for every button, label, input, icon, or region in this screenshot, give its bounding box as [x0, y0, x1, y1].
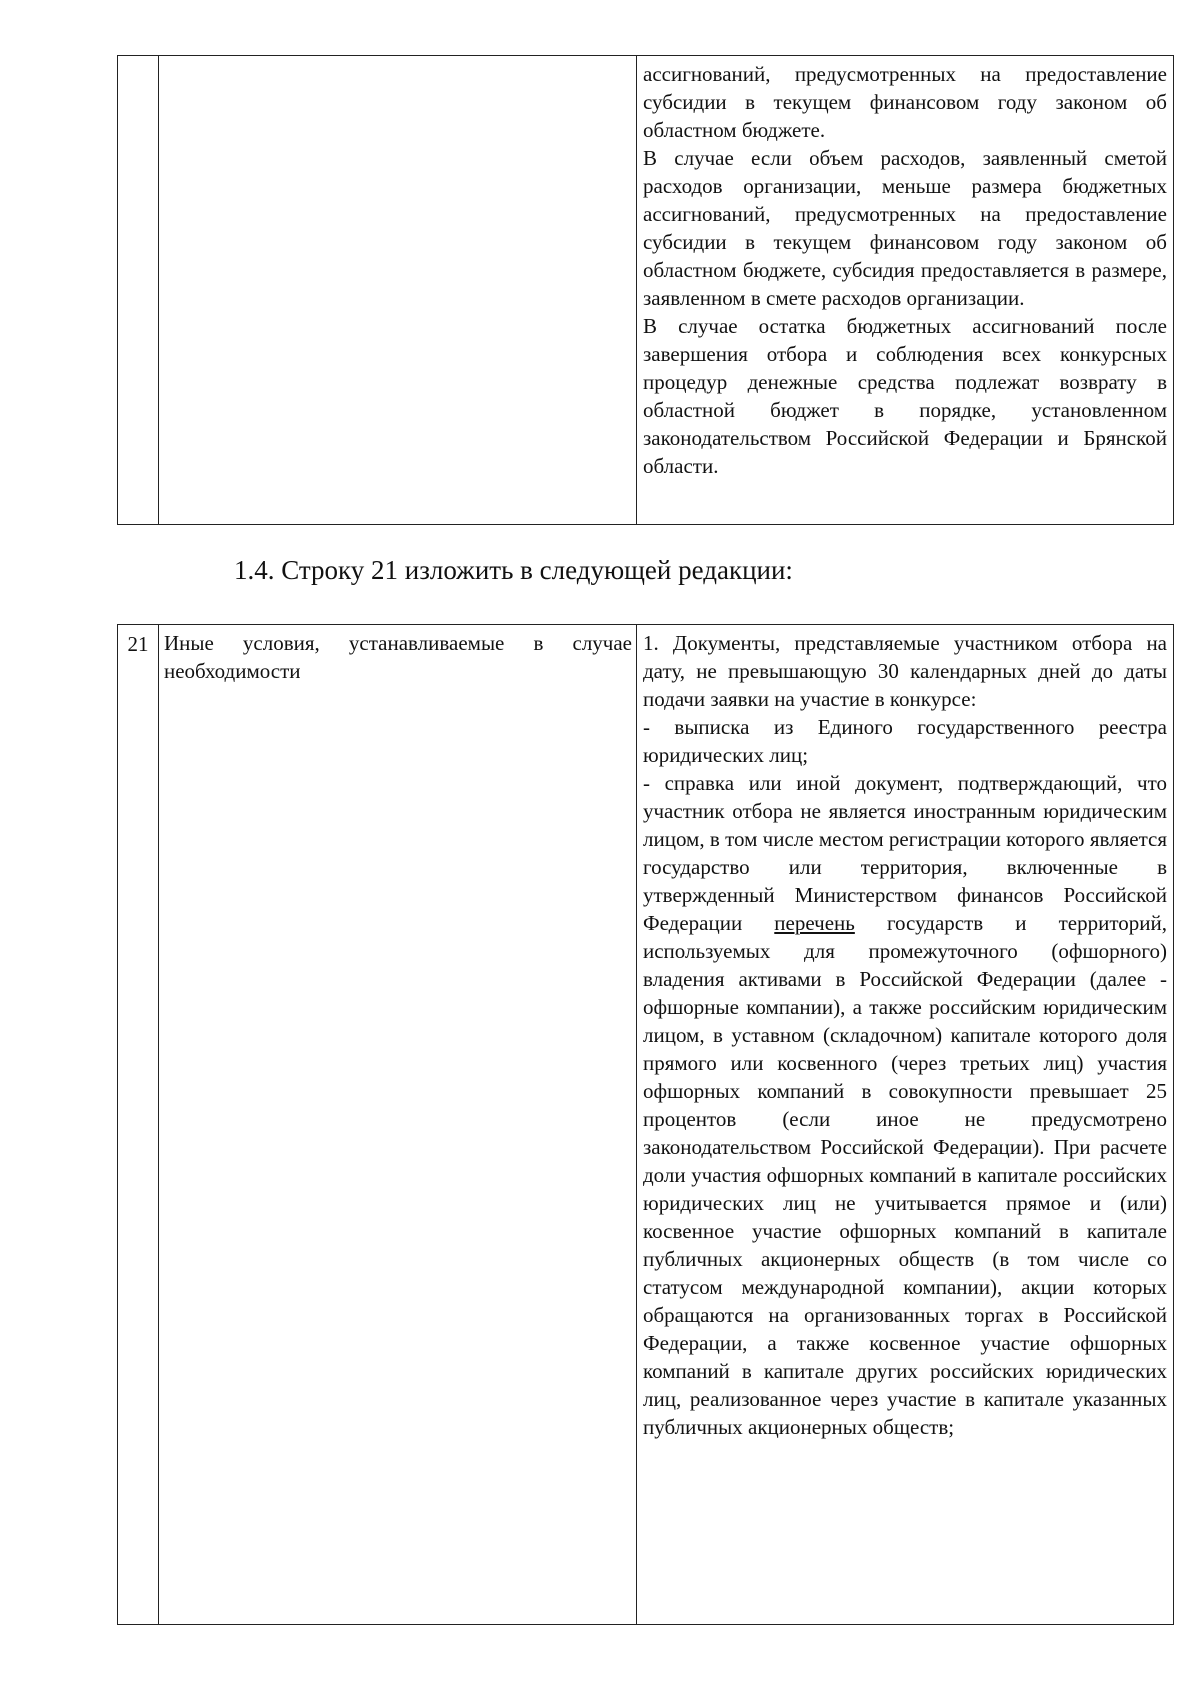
table-row — [118, 56, 1174, 525]
paragraph: - выписка из Единого государственного реестра юридических лиц; — [643, 715, 1167, 767]
perechen-link[interactable]: перечень — [774, 911, 855, 935]
paragraph: В случае остатка бюджетных ассигнований после завершения отбора и соблюдения всех конкурсных процедур денежные средства подлежат возврату в областной бюджет в порядке, установленном законодательством Российской Федерации и Брянской области. — [643, 314, 1167, 478]
paragraph-text: - справка или иной документ, подтверждающий, что участник отбора не является иностранным юридическим лицом, в том числе местом регистрации которого является государство или территория, включенные в утвержденный Министерством финансов Российской Федерации — [643, 771, 1167, 935]
paragraph-text: государств и территорий, используемых для промежуточного (офшорного) владения активами в Российской Федерации (далее - офшорные компании), а также российским юридическим лицом, в уставном (складочном) капитале которого доля прямого или косвенного (через третьих лиц) участия офшорных компаний в совокупности превышает 25 процентов (если иное не предусмотрено законодательством Российской Федерации). При расчете доли участия офшорных компаний в капитале российских юридических лиц не учитывается прямое и (или) косвенное участие офшорных компаний в капитале публичных акционерных обществ (в том числе со статусом международной компании), акции которых обращаются на организованных торгах в Российской Федерации, а также косвенное участие офшорных компаний в капитале других российских юридических лиц, реализованное через участие в капитале указанных публичных акционерных обществ; — [643, 911, 1167, 1439]
row-name-cell: Иные условия, устанавливаемые в случае необходимости — [159, 625, 637, 1625]
paragraph: ассигнований, предусмотренных на предоставление субсидии в текущем финансовом году законом об областном бюджете. — [643, 62, 1167, 142]
paragraph — [643, 769, 1167, 1441]
row-name-cell — [159, 56, 637, 525]
row-content-cell — [637, 56, 1174, 525]
row-21-table — [117, 624, 1174, 1625]
table-row — [118, 625, 1174, 1625]
section-heading: 1.4. Строку 21 изложить в следующей редакции: — [234, 555, 793, 585]
row-content-cell — [637, 625, 1174, 1625]
paragraph: В случае если объем расходов, заявленный сметой расходов организации, меньше размера бюджетных ассигнований, предусмотренных на предоставление субсидии в текущем финансовом году законом об областном бюджете, субсидия предоставляется в размере, заявленном в смете расходов организации. — [643, 146, 1167, 310]
row-number-cell: 21 — [118, 625, 159, 1625]
row-number-cell — [118, 56, 159, 525]
continuation-table — [117, 55, 1174, 525]
paragraph: 1. Документы, представляемые участником отбора на дату, не превышающую 30 календарных дней до даты подачи заявки на участие в конкурсе: — [643, 631, 1167, 711]
